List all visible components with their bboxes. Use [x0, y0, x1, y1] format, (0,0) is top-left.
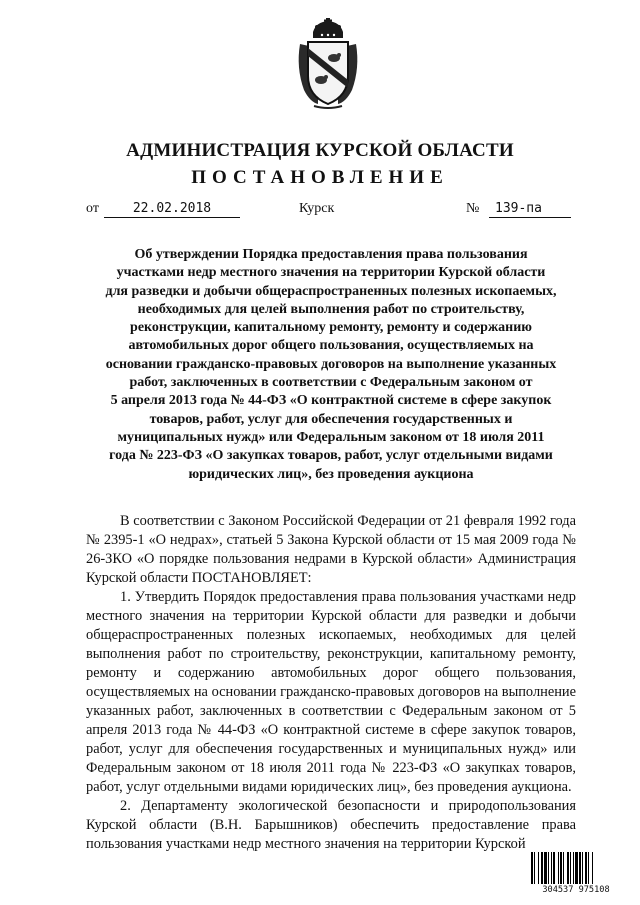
title-line: Об утверждении Порядка предоставления права пользования	[134, 247, 528, 262]
title-line: муниципальных нужд» или Федеральным законом от 18 июля 2011	[117, 429, 545, 445]
body-paragraph: 2. Департаменту экологической безопасности и природопользования Курской области (В.Н. Барышников) обеспечить предоставление права пользования участками недр местного значения на территории Курской	[86, 798, 576, 852]
date-prefix: от	[86, 201, 99, 216]
organization-name: АДМИНИСТРАЦИЯ КУРСКОЙ ОБЛАСТИ	[126, 140, 514, 161]
title-line: необходимых для целей выполнения работ по строительству,	[137, 301, 525, 317]
resolution-title	[86, 246, 576, 484]
title-line: основании гражданско-правовых договоров на выполнение указанных	[105, 356, 557, 372]
document-body	[86, 512, 576, 854]
title-line: автомобильных дорог общего пользования, осуществляемых на	[128, 338, 534, 354]
coat-of-arms-graphic	[294, 18, 362, 110]
number-prefix: №	[466, 201, 480, 216]
coat-of-arms-icon	[294, 18, 362, 110]
title-line: года № 223-ФЗ «О закупках товаров, работ, услуг отдельными видами	[109, 448, 553, 464]
title-line: товаров, работ, услуг для обеспечения государственных и	[149, 411, 513, 427]
title-line: реконструкции, капитальному ремонту, ремонту и содержанию	[130, 320, 532, 336]
title-line: 5 апреля 2013 года № 44-ФЗ «О контрактной системе в сфере закупок	[110, 393, 552, 409]
body-paragraph: В соответствии с Законом Российской Федерации от 21 февраля 1992 года № 2395-1 «О недрах», статьей 5 Закона Курской области от 15 мая 2009 года № 26-ЗКО «О порядке пользования недрами в Курской области» Администрация Курской области ПОСТАНОВЛЯЕТ:	[86, 513, 576, 586]
barcode-icon	[530, 852, 622, 884]
barcode-number: 304537 975108	[542, 885, 610, 895]
title-line: для разведки и добычи общераспространенных полезных ископаемых,	[105, 283, 557, 299]
body-paragraph: 1. Утвердить Порядок предоставления права пользования участками недр местного значения на территории Курской области для разведки и добычи общераспространенных полезных ископаемых, необходимых для целей выполнения работ по строительству, реконструкции, капитальному ремонту, ремонту и содержанию автомобильных дорог общего пользования, осуществляемых на основании гражданско-правовых договоров на выполнение указанных работ, заключенных в соответствии с Федеральным законом от 5 апреля 2013 года № 44-ФЗ «О контрактной системе в сфере закупок товаров, работ, услуг для обеспечения государственных и муниципальных нужд» или Федеральным законом от 18 июля 2011 года № 223-ФЗ «О закупках товаров, работ, услуг отдельными видами юридических лиц», без проведения аукциона.	[86, 589, 576, 795]
document-type: ПОСТАНОВЛЕНИЕ	[191, 167, 449, 188]
title-line: работ, заключенных в соответствии с Федеральным законом от	[129, 375, 533, 391]
document-date: 22.02.2018	[104, 201, 240, 218]
title-line: юридических лиц», без проведения аукциона	[188, 466, 474, 482]
date-number-line	[86, 201, 576, 221]
title-line: участками недр местного значения на территории Курской области	[116, 265, 546, 281]
barcode	[530, 852, 622, 896]
document-city: Курск	[299, 201, 335, 216]
document-number: 139-па	[489, 201, 571, 218]
